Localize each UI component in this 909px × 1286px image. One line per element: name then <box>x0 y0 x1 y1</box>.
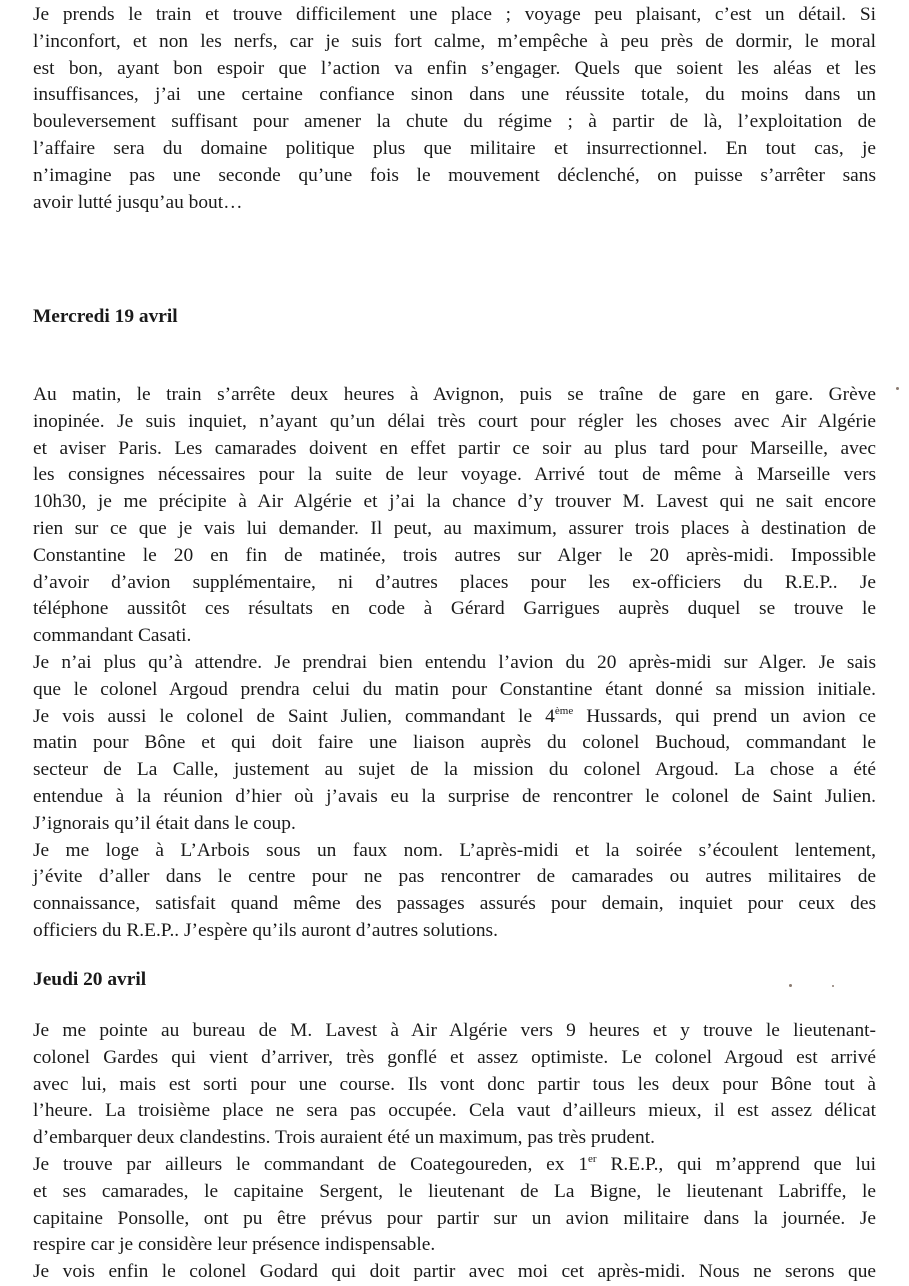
text-line: et aviser Paris. Les camarades doivent en effet partir ce soir au plus tard pour Marseille, avec <box>33 437 876 459</box>
text-line: commandant Casati. <box>33 625 192 647</box>
text-line: l’affaire sera du domaine politique plus que militaire et insurrectionnel. En tout cas, je <box>33 137 876 159</box>
ordinal-superscript: er <box>588 1152 597 1165</box>
text-line: rien sur ce que je vais lui demander. Il peut, au maximum, assurer trois places à destination de <box>33 517 876 539</box>
text-line: 10h30, je me précipite à Air Algérie et j’ai la chance d’y trouver M. Lavest qui ne sait encore <box>33 491 876 513</box>
text-line: Je me loge à L’Arbois sous un faux nom. L’après-midi et la soirée s’écoulent lentement, <box>33 839 876 861</box>
text-fragment: Je trouve par ailleurs le commandant de Coategoureden, ex 1 <box>33 1153 589 1175</box>
text-line: matin pour Bône et qui doit faire une liaison auprès du colonel Buchoud, commandant le <box>33 732 876 754</box>
text-line-with-superscript <box>33 1152 876 1179</box>
text-line: Constantine le 20 en fin de matinée, trois autres sur Alger le 20 après-midi. Impossible <box>33 544 876 566</box>
text-fragment: Hussards, qui prend un avion ce <box>573 705 877 727</box>
text-line: est bon, ayant bon espoir que l’action va enfin s’engager. Quels que soient les aléas et les <box>33 57 876 79</box>
scan-speck <box>789 984 792 987</box>
text-line-with-superscript <box>33 704 876 731</box>
text-line: que le colonel Argoud prendra celui du matin pour Constantine étant donné sa mission initiale. <box>33 678 876 700</box>
text-line: d’avoir d’avion supplémentaire, ni d’autres places pour les ex-officiers du R.E.P.. Je <box>33 571 876 593</box>
scan-speck <box>832 985 834 987</box>
text-fragment: R.E.P., qui m’apprend que lui <box>596 1153 876 1175</box>
intro-paragraph <box>33 2 876 216</box>
section-heading-mercredi: Mercredi 19 avril <box>33 306 178 327</box>
text-line: l’heure. La troisième place ne sera pas occupée. Cela vaut d’ailleurs mieux, il est assez délicat <box>33 1100 876 1122</box>
text-line: colonel Gardes qui vient d’arriver, très gonflé et assez optimiste. Le colonel Argoud est arrivé <box>33 1046 876 1068</box>
text-line: inopinée. Je suis inquiet, n’ayant qu’un délai très court pour régler les choses avec Air Algérie <box>33 410 876 432</box>
text-line: secteur de La Calle, justement au sujet de la mission du colonel Argoud. La chose a été <box>33 759 876 781</box>
text-fragment: Je vois aussi le colonel de Saint Julien, commandant le 4 <box>33 705 555 727</box>
text-line: avec lui, mais est sorti pour une course. Ils vont donc partir tous les deux pour Bône tout à <box>33 1073 876 1095</box>
text-line: Je me pointe au bureau de M. Lavest à Air Algérie vers 9 heures et y trouve le lieutenant- <box>33 1020 876 1041</box>
section-heading-jeudi: Jeudi 20 avril <box>33 969 147 990</box>
text-line: les consignes nécessaires pour la suite de leur voyage. Arrivé tout de même à Marseille vers <box>33 464 876 486</box>
text-line: Je prends le train et trouve difficilement une place ; voyage peu plaisant, c’est un détail. Si <box>33 4 876 25</box>
text-line: respire car je considère leur présence indispensable. <box>33 1234 436 1256</box>
text-line: j’évite d’aller dans le centre pour ne pas rencontrer de camarades ou autres militaires de <box>33 866 876 888</box>
text-line: téléphone aussitôt ces résultats en code à Gérard Garrigues auprès duquel se trouve le <box>33 598 876 620</box>
text-line: capitaine Ponsolle, ont pu être prévus pour partir sur un avion militaire dans la journée. Je <box>33 1207 876 1229</box>
text-line: J’ignorais qu’il était dans le coup. <box>33 812 296 834</box>
text-line: n’imagine pas une seconde qu’une fois le mouvement déclenché, on puisse s’arrêter sans <box>33 164 876 186</box>
text-line: officiers du R.E.P.. J’espère qu’ils auront d’autres solutions. <box>33 919 498 941</box>
text-line: insuffisances, j’ai une certaine confiance sinon dans une réussite totale, du moins dans un <box>33 84 876 106</box>
scan-speck <box>896 387 899 390</box>
text-line: et ses camarades, le capitaine Sergent, le lieutenant de La Bigne, le lieutenant Labriffe, le <box>33 1180 876 1202</box>
text-line: connaissance, satisfait quand même des passages assurés pour demain, inquiet pour ceux des <box>33 893 876 915</box>
text-line: Je vois enfin le colonel Godard qui doit partir avec moi cet après-midi. Nous ne serons que <box>33 1261 876 1283</box>
text-line: avoir lutté jusqu’au bout… <box>33 191 243 213</box>
section1-paragraph-1 <box>33 382 876 945</box>
text-line: entendue à la réunion d’hier où j’avais eu la surprise de rencontrer le colonel de Saint Julien. <box>33 785 876 807</box>
text-line: l’inconfort, et non les nerfs, car je suis fort calme, m’empêche à peu près de dormir, le moral <box>33 30 876 52</box>
section2-paragraph-1 <box>33 1018 876 1286</box>
text-line: Je n’ai plus qu’à attendre. Je prendrai bien entendu l’avion du 20 après-midi sur Alger. Je sais <box>33 651 876 673</box>
text-line: d’embarquer deux clandestins. Trois auraient été un maximum, pas très prudent. <box>33 1127 655 1149</box>
text-line: Au matin, le train s’arrête deux heures à Avignon, puis se traîne de gare en gare. Grève <box>33 384 876 405</box>
text-line: bouleversement suffisant pour amener la chute du régime ; à partir de là, l’exploitation de <box>33 111 876 133</box>
ordinal-superscript: ème <box>554 704 574 717</box>
